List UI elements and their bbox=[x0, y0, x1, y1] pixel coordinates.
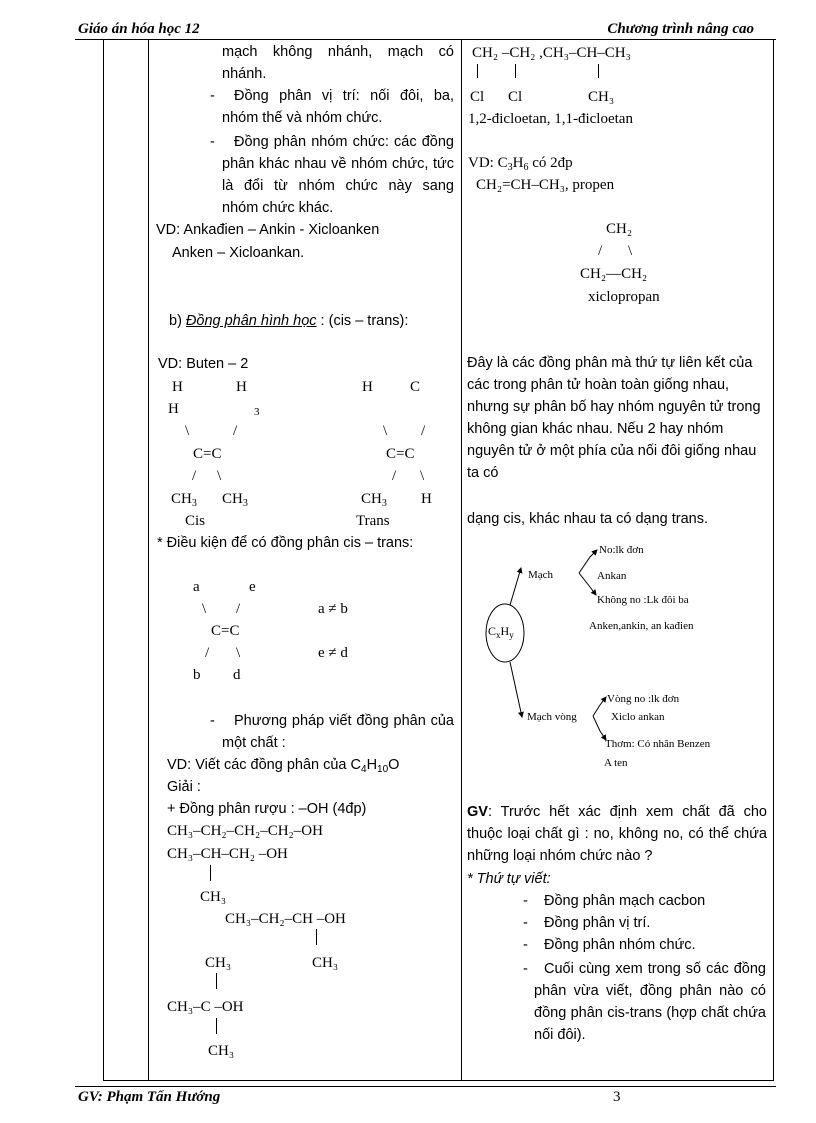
cond-bond: / bbox=[236, 601, 241, 617]
cyclo-bond: \ bbox=[628, 243, 633, 259]
geometric-isomer-heading bbox=[169, 310, 408, 332]
sub: 6 bbox=[523, 162, 529, 173]
order-heading bbox=[467, 868, 551, 890]
cond-ab: a ≠ b bbox=[318, 601, 348, 617]
table-border-col bbox=[148, 39, 149, 1081]
geometric-description: Đây là các đồng phân mà thứ tự liên kết của các trong phân tử hoàn toàn giống nhau, nhưng sự phân bố hay nhóm nguyên tử trong không gian khác nhau. Nếu 2 hay nhóm nguyên tử ở một phía của nối đôi giống nhau ta có bbox=[467, 355, 761, 481]
diagram-thom: Thơm: Có nhân Benzen bbox=[605, 738, 711, 750]
branch-bottom bbox=[593, 697, 606, 716]
cl-atom: Cl bbox=[470, 89, 485, 105]
formula-3: CH₃–CH₂–CH –OH bbox=[225, 911, 346, 927]
branch-top bbox=[579, 550, 597, 573]
isomer-chain-text: mạch không nhánh, mạch có nhánh. bbox=[222, 44, 454, 82]
diagram-aten: A ten bbox=[604, 757, 628, 769]
example-3 bbox=[167, 754, 399, 781]
formula-4-top: CH₃ bbox=[205, 955, 232, 971]
trans-double-bond: C=C bbox=[386, 446, 415, 462]
cis-bond: / bbox=[233, 423, 238, 439]
bullet-dash: - bbox=[210, 713, 215, 729]
formula-2-ch3: CH₃ bbox=[200, 889, 227, 905]
trans-label: Trans bbox=[356, 513, 390, 529]
ch3-group: CH₃ bbox=[588, 89, 615, 105]
cond-a: a bbox=[193, 579, 200, 595]
diagram-no: No:lk đơn bbox=[599, 544, 644, 556]
c: C bbox=[488, 624, 497, 638]
cond-bond: \ bbox=[202, 601, 207, 617]
gv-label: GV bbox=[467, 804, 488, 820]
cis-h1: H bbox=[172, 379, 183, 395]
header-title: Giáo án hóa học 12 bbox=[78, 21, 200, 37]
step-dash: - bbox=[523, 893, 528, 909]
ch-text: CH bbox=[361, 491, 382, 507]
header-rule bbox=[75, 39, 776, 40]
step-dash: - bbox=[523, 915, 528, 931]
table-border-bottom bbox=[103, 1080, 774, 1081]
dichloro-names: 1,2-đicloetan, 1,1-đicloetan bbox=[468, 111, 633, 127]
branch-top bbox=[579, 573, 596, 595]
footer-teacher: GV: Phạm Tấn Hướng bbox=[78, 1089, 221, 1105]
step-dash: - bbox=[523, 961, 528, 977]
order-title: * Thứ tự viết bbox=[467, 871, 547, 887]
trans-bond: \ bbox=[420, 468, 425, 484]
cond-ed: e ≠ d bbox=[318, 645, 348, 661]
cyclopropane-label: xiclopropan bbox=[588, 289, 660, 305]
center-formula bbox=[488, 624, 514, 640]
formula-3-ch3: CH₃ bbox=[312, 955, 339, 971]
formula-4-bottom: CH₃ bbox=[208, 1043, 235, 1059]
header-program: Chương trình nâng cao bbox=[607, 21, 754, 37]
page-number: 3 bbox=[613, 1089, 621, 1105]
cis-double-bond: C=C bbox=[193, 446, 222, 462]
cis-bond: / bbox=[192, 468, 197, 484]
formula-2-branch bbox=[210, 865, 211, 881]
cis-ch3-right bbox=[222, 488, 248, 515]
functional-isomer-text: Đồng phân nhóm chức: các đồng phân khác nhau về nhóm chức, tức là đổi từ nhóm chức này sang nhóm chức khác. bbox=[222, 134, 454, 216]
vd3-o: O bbox=[388, 757, 400, 773]
arrow-machvong bbox=[510, 662, 522, 717]
vd-h: H bbox=[512, 155, 524, 171]
geometric-description-2: dạng cis, khác nhau ta có dạng trans. bbox=[467, 511, 709, 527]
trans-h2: H bbox=[421, 491, 432, 507]
cis-sub3: 3 bbox=[254, 406, 260, 418]
cond-b: b bbox=[193, 667, 201, 683]
branch-bottom bbox=[593, 716, 606, 740]
trans-bond: / bbox=[392, 468, 397, 484]
sub: y bbox=[509, 630, 514, 640]
table-border-left bbox=[103, 39, 104, 1081]
ch-text: CH bbox=[171, 491, 192, 507]
arrow-mach bbox=[510, 568, 521, 605]
example-buten: VD: Buten – 2 bbox=[158, 356, 249, 372]
alcohol-isomers: + Đồng phân rượu : –OH (4đp) bbox=[167, 801, 367, 817]
example-1b: Anken – Xicloankan. bbox=[172, 245, 305, 261]
vd3-pre: VD: Viết các đồng phân của C bbox=[167, 757, 361, 773]
solution-label: Giải : bbox=[167, 779, 201, 795]
cl-atom: Cl bbox=[508, 89, 523, 105]
propen: CH₂=CH–CH₃, propen bbox=[476, 177, 615, 193]
step-4: Cuối cùng xem trong số các đồng phân vừa viết, đồng phân nào có đồng phân cis-trans (hợp chất chứa nối đôi). bbox=[534, 961, 766, 1043]
heading-prefix: b) bbox=[169, 313, 186, 329]
trans-bond: \ bbox=[383, 423, 388, 439]
sub: 10 bbox=[377, 764, 389, 775]
formula-1: CH₃–CH₂–CH₂–CH₂–OH bbox=[167, 823, 323, 839]
diagram-vongno: Vòng no :lk đơn bbox=[607, 693, 680, 705]
sub: 3 bbox=[191, 498, 197, 509]
method-text: Phương pháp viết đồng phân của một chất : bbox=[222, 713, 454, 751]
cis-trans-condition: * Điều kiện để có đồng phân cis – trans: bbox=[157, 535, 414, 551]
step-2: Đồng phân vị trí. bbox=[544, 915, 651, 931]
vd-pre: VD: C bbox=[468, 155, 508, 171]
position-isomer-text: Đồng phân vị trí: nối đôi, ba, nhóm thế và nhóm chức. bbox=[222, 88, 454, 126]
sub: 4 bbox=[361, 764, 367, 775]
trans-h: H bbox=[362, 379, 373, 395]
cyclo-bond: / bbox=[598, 243, 603, 259]
gv-text: : Trước hết xác định xem chất đã cho thuộc loại chất gì : no, không no, có thể chứa những loại nhóm chức nào ? bbox=[467, 804, 767, 864]
footer-rule bbox=[75, 1086, 776, 1087]
step-1: Đồng phân mạch cacbon bbox=[544, 893, 706, 909]
formula-2: CH₃–CH–CH₂ –OH bbox=[167, 846, 288, 862]
cond-double-bond: C=C bbox=[211, 623, 240, 639]
heading-title: Đồng phân hình học bbox=[185, 313, 317, 329]
diagram-machvong: Mạch vòng bbox=[527, 711, 577, 723]
step-3: Đồng phân nhóm chức. bbox=[544, 937, 696, 953]
dichloro-formula: CH₂ –CH₂ ,CH₃–CH–CH₃ bbox=[472, 45, 631, 61]
diagram-ankan: Ankan bbox=[597, 570, 627, 582]
cyclo-top: CH₂ bbox=[606, 221, 633, 237]
sub: x bbox=[496, 630, 501, 640]
diagram-khongno: Không no :Lk đôi ba bbox=[597, 594, 689, 606]
cond-d: d bbox=[233, 667, 241, 683]
cis-bond: \ bbox=[185, 423, 190, 439]
example-1: VD: Ankađien – Ankin - Xicloanken bbox=[156, 222, 380, 238]
h: H bbox=[500, 624, 510, 638]
colon: : bbox=[546, 871, 551, 887]
heading-suffix: : (cis – trans): bbox=[316, 313, 409, 329]
diagram-anken: Anken,ankin, an kađien bbox=[589, 620, 694, 632]
vd3-h: H bbox=[366, 757, 378, 773]
formula-3-branch bbox=[316, 929, 317, 945]
cis-h2: H bbox=[236, 379, 247, 395]
diagram-mach: Mạch bbox=[528, 569, 554, 581]
diagram-xicloankan: Xiclo ankan bbox=[611, 711, 665, 723]
dichloro-bond bbox=[477, 64, 478, 78]
cis-h3: H bbox=[168, 401, 179, 417]
table-border-right bbox=[773, 39, 774, 1081]
trans-bond: / bbox=[421, 423, 426, 439]
sub: 3 bbox=[242, 498, 248, 509]
cond-bond: \ bbox=[236, 645, 241, 661]
bullet-dash: - bbox=[210, 88, 215, 104]
cond-bond: / bbox=[205, 645, 210, 661]
cis-bond: \ bbox=[217, 468, 222, 484]
step-dash: - bbox=[523, 937, 528, 953]
formula-4-branch-bottom bbox=[216, 1018, 217, 1034]
gv-note bbox=[467, 801, 767, 867]
formula-4-branch-top bbox=[216, 973, 217, 989]
vd-post: có 2đp bbox=[528, 155, 573, 171]
cyclo-bottom: CH₂—CH₂ bbox=[580, 266, 648, 282]
ch-text: CH bbox=[222, 491, 243, 507]
cond-e: e bbox=[249, 579, 256, 595]
sub: 3 bbox=[507, 162, 513, 173]
formula-4: CH₃–C –OH bbox=[167, 999, 244, 1015]
sub: 3 bbox=[381, 498, 387, 509]
dichloro-bond bbox=[515, 64, 516, 78]
bullet-dash: - bbox=[210, 134, 215, 150]
trans-c: C bbox=[410, 379, 421, 395]
cis-label: Cis bbox=[185, 513, 206, 529]
dichloro-bond bbox=[598, 64, 599, 78]
